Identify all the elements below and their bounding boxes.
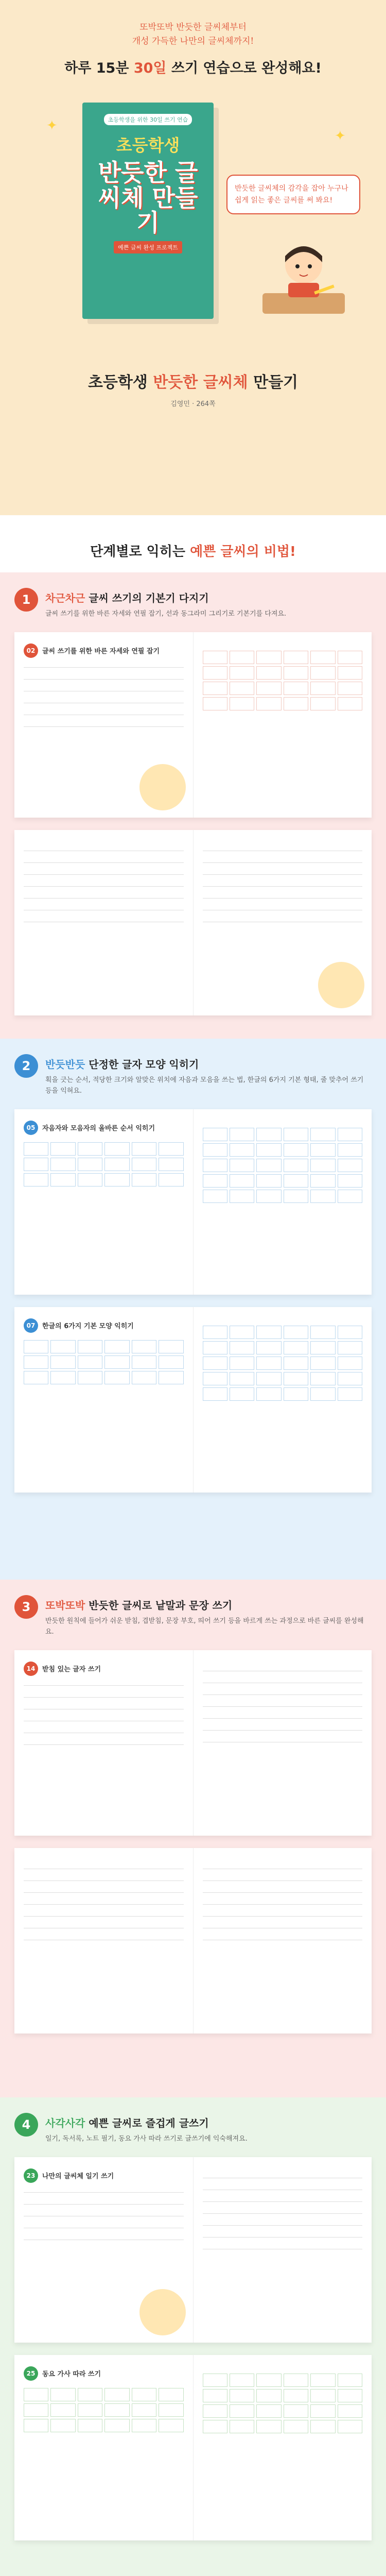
headline-highlight: 30일 bbox=[133, 60, 167, 77]
speech-badge: 반듯한 글씨체의 감각을 잡아 누구나 쉽게 읽는 좋은 글씨를 써 봐요! bbox=[226, 175, 360, 214]
spread-page-right bbox=[194, 1307, 372, 1493]
hero-hand-line-1: 또박또박 반듯한 글씨체부터 bbox=[139, 22, 247, 32]
step-header bbox=[14, 2113, 372, 2145]
step-title-rest: 예쁜 글씨로 즐겁게 글쓰기 bbox=[85, 2117, 209, 2129]
spread-page-right bbox=[194, 632, 372, 818]
sparkle-icon: ✦ bbox=[46, 118, 58, 134]
book-area bbox=[15, 97, 371, 365]
book-title bbox=[15, 369, 371, 392]
spread-page-right bbox=[194, 1848, 372, 2033]
steps-heading-text bbox=[15, 541, 371, 560]
spread-page-right bbox=[194, 830, 372, 1015]
step-title bbox=[45, 1056, 372, 1071]
step-header bbox=[14, 1054, 372, 1097]
spread-page-left bbox=[14, 632, 194, 818]
book-title-box: 반듯한 글씨체 bbox=[153, 374, 248, 392]
writing-grid bbox=[24, 1142, 184, 1187]
hero-hand-line-2: 개성 가득한 나만의 글씨체까지! bbox=[132, 36, 254, 47]
page-illustration bbox=[139, 764, 186, 810]
headline-pre: 하루 15분 bbox=[64, 60, 134, 77]
step-description: 글씨 쓰기를 위한 바른 자세와 연필 잡기, 선과 동그라미 그리기로 기본기를 다져요. bbox=[45, 610, 287, 618]
step-description: 획을 긋는 순서, 적당한 크기와 알맞은 위치에 자음과 모음을 쓰는 법, 한글의 6가지 기본 형태, 줄 맞추어 쓰기 등을 익혀요. bbox=[45, 1076, 364, 1095]
chapter-header bbox=[24, 643, 184, 658]
step-2 bbox=[0, 1039, 386, 1580]
book-author: 김영민 · 264쪽 bbox=[170, 400, 216, 409]
step-title-box: 차근차근 bbox=[45, 592, 85, 604]
step-number: 3 bbox=[14, 1595, 38, 1619]
step-title bbox=[45, 1597, 372, 1612]
book-spread bbox=[14, 830, 372, 1015]
ruled-lines bbox=[24, 667, 184, 727]
step-number: 2 bbox=[14, 1054, 38, 1078]
chapter-title: 나만의 글씨체 일기 쓰기 bbox=[42, 2173, 114, 2181]
writing-grid bbox=[203, 2374, 363, 2433]
writing-grid bbox=[203, 651, 363, 710]
chapter-header bbox=[24, 1318, 184, 1333]
spread-page-left bbox=[14, 1848, 194, 2033]
hero-section bbox=[0, 0, 386, 515]
step-3 bbox=[0, 1580, 386, 2097]
spread-page-right bbox=[194, 1109, 372, 1295]
chapter-header bbox=[24, 2168, 184, 2183]
step-title bbox=[45, 590, 286, 605]
step-title-box: 반듯반듯 bbox=[45, 1058, 85, 1071]
ruled-lines bbox=[24, 1685, 184, 1745]
ruled-lines bbox=[203, 2178, 363, 2249]
book-series: 초등학생을 위한 30일 쓰기 연습 bbox=[104, 114, 192, 125]
ruled-lines bbox=[203, 1671, 363, 1742]
writing-grid bbox=[203, 1128, 363, 1203]
step-title-rest: 글씨 쓰기의 기본기 다지기 bbox=[85, 592, 209, 604]
step-title-box: 사각사각 bbox=[45, 2117, 85, 2129]
chapter-title: 자음자와 모음자의 올바른 순서 익히기 bbox=[42, 1125, 155, 1133]
spread-page-left bbox=[14, 1650, 194, 1836]
boy-writing-illustration bbox=[257, 236, 350, 319]
ruled-lines bbox=[24, 2192, 184, 2240]
step-header bbox=[14, 588, 372, 620]
book-title-line1: 초등학생 bbox=[116, 135, 180, 156]
spread-page-left bbox=[14, 2157, 194, 2343]
chapter-number: 23 bbox=[24, 2168, 38, 2183]
step-title bbox=[45, 2115, 248, 2130]
book-spread bbox=[14, 2157, 372, 2343]
ruled-lines bbox=[203, 1869, 363, 1940]
page-illustration bbox=[139, 2289, 186, 2335]
book-cover bbox=[82, 103, 214, 319]
chapter-title: 받침 있는 글자 쓰기 bbox=[42, 1666, 101, 1674]
chapter-header bbox=[24, 1662, 184, 1676]
step-description: 일기, 독서록, 노트 필기, 동요 가사 따라 쓰기로 글쓰기에 익숙해져요. bbox=[45, 2135, 248, 2143]
ruled-lines bbox=[203, 851, 363, 922]
page-illustration bbox=[318, 962, 364, 1008]
chapter-header bbox=[24, 1121, 184, 1135]
spread-page-left bbox=[14, 830, 194, 1015]
headline-post: 쓰기 연습으로 완성해요! bbox=[166, 60, 322, 77]
spread-page-right bbox=[194, 2355, 372, 2540]
chapter-title: 글씨 쓰기를 위한 바른 자세와 연필 잡기 bbox=[42, 648, 160, 656]
chapter-header bbox=[24, 2366, 184, 2381]
writing-grid bbox=[24, 2388, 184, 2432]
book-title-post: 만들기 bbox=[248, 374, 299, 392]
chapter-title: 동요 가사 따라 쓰기 bbox=[42, 2370, 101, 2379]
chapter-number: 25 bbox=[24, 2366, 38, 2381]
spread-page-right bbox=[194, 1650, 372, 1836]
book-title-main: 반듯한 글씨체 만들기 bbox=[98, 159, 198, 236]
spread-page-right bbox=[194, 2157, 372, 2343]
book-spread bbox=[14, 632, 372, 818]
book-spread bbox=[14, 2355, 372, 2540]
sparkle-icon: ✦ bbox=[335, 128, 346, 144]
chapter-number: 05 bbox=[24, 1121, 38, 1135]
steps-heading bbox=[0, 515, 386, 572]
writing-grid bbox=[203, 1326, 363, 1401]
step-title-rest: 단정한 글자 모양 익히기 bbox=[85, 1058, 199, 1071]
book-title-pre: 초등학생 bbox=[87, 374, 153, 392]
chapter-number: 14 bbox=[24, 1662, 38, 1676]
steps-heading-red: 예쁜 글씨의 비법! bbox=[190, 544, 296, 560]
book-subtitle: 예쁜 글씨 완성 프로젝트 bbox=[114, 241, 182, 253]
chapter-number: 07 bbox=[24, 1318, 38, 1333]
step-description: 반듯한 원칙에 들어가 쉬운 받침, 겹받침, 문장 부호, 띄어 쓰기 등을 바르게 쓰는 과정으로 바른 글씨를 완성해요. bbox=[45, 1617, 364, 1636]
step-4 bbox=[0, 2097, 386, 2576]
writing-grid bbox=[24, 1340, 184, 1384]
hero-headline bbox=[15, 57, 371, 77]
book-spread bbox=[14, 1109, 372, 1295]
chapter-number: 02 bbox=[24, 643, 38, 658]
step-title-rest: 반듯한 글씨로 낱말과 문장 쓰기 bbox=[85, 1599, 233, 1612]
book-spread bbox=[14, 1848, 372, 2033]
spread-page-left bbox=[14, 2355, 194, 2540]
step-number: 4 bbox=[14, 2113, 38, 2137]
step-header bbox=[14, 1595, 372, 1638]
step-1 bbox=[0, 572, 386, 1039]
steps-heading-pre: 단계별로 익히는 bbox=[90, 544, 190, 560]
ruled-lines bbox=[24, 851, 184, 922]
book-spread bbox=[14, 1307, 372, 1493]
spread-page-left bbox=[14, 1307, 194, 1493]
spread-page-left bbox=[14, 1109, 194, 1295]
book-spread bbox=[14, 1650, 372, 1836]
step-title-box: 또박또박 bbox=[45, 1599, 85, 1612]
step-number: 1 bbox=[14, 588, 38, 612]
chapter-title: 한글의 6가지 기본 모양 익히기 bbox=[42, 1323, 134, 1331]
ruled-lines bbox=[24, 1869, 184, 1940]
